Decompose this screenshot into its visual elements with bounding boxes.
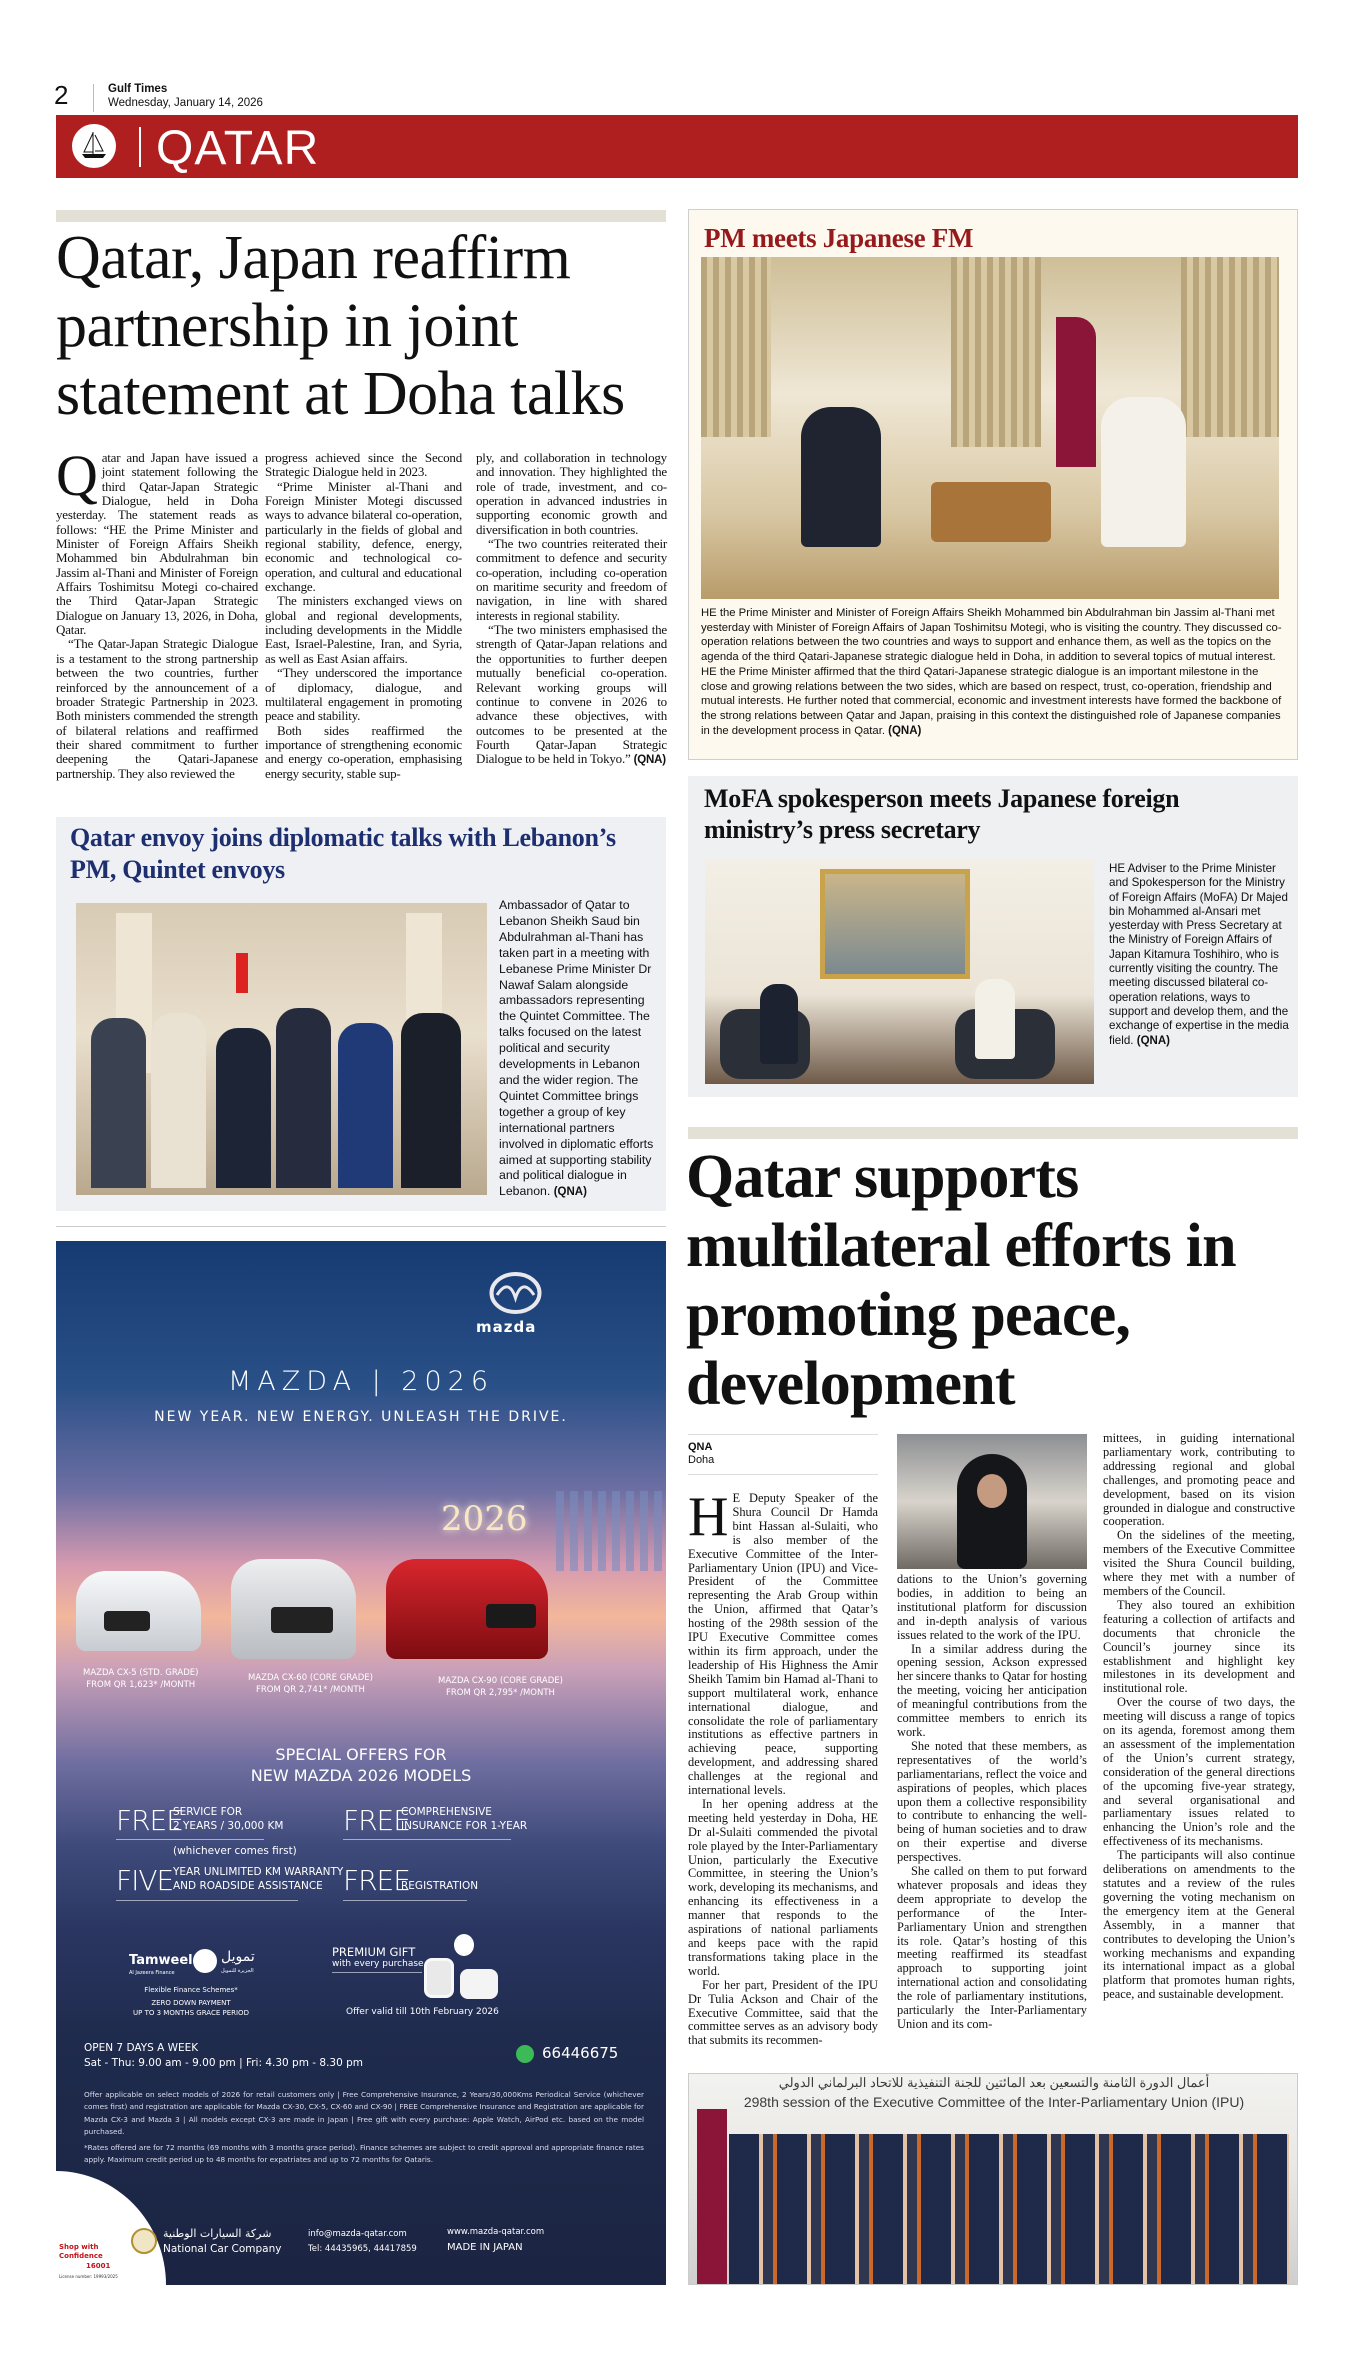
hotline: 16001 [86,2262,111,2270]
gift-title: PREMIUM GIFT [332,1945,416,1959]
paragraph: ply, and collaboration in technology and innovation. They highlighted the role of trade, investment, and co-operation in advanced industries in supporting economic growth and diversification in both countries. [476,450,667,537]
paragraph: “The Qatar-Japan Strategic Dialogue is a testament to the strong partnership between the two countries, further reinforced by the announcement of a broader Strategic Partnership in 2023. Both ministers commended the strength of bilateral relations and reaffirmed their shared commitment to further deepening the Qatari-Japanese partnership. They also reviewed the [56,636,258,781]
offer-text: YEAR UNLIMITED KM WARRANTY AND ROADSIDE ASSISTANCE [173,1866,344,1892]
box-title: Qatar envoy joins diplomatic talks with Lebanon’s PM, Quintet envoys [70,823,616,884]
made-in: MADE IN JAPAN [447,2242,523,2253]
dealer-name: National Car Company [163,2243,282,2255]
offer-text: REGISTRATION [401,1880,479,1892]
paragraph: progress achieved since the Second Strategic Dialogue held in 2023. [265,450,462,480]
al-sulaiti-photo [897,1434,1087,1569]
main-headline: Qatar, Japan reaffirm partnership in joint statement at Doha talks [56,224,625,428]
finance-terms: ZERO DOWN PAYMENT UP TO 3 MONTHS GRACE PERIOD [133,1999,249,2017]
qatar-flag [697,2109,727,2285]
byline-place: Doha [688,1454,715,1466]
hours: Sat - Thu: 9.00 am - 9.00 pm | Fri: 4.30 pm - 8.30 pm [84,2057,364,2069]
shop-with-confidence-corner [56,2171,166,2285]
offer-big: FREE [343,1804,410,1837]
paragraph: “The two countries reiterated their commitment to defence and security co-operation, including co-operation on maritime security and freedom of navigation, in line with shared interests in regional stability. [476,536,667,623]
drop-cap: Q [56,443,98,508]
paragraph: The participants will also continue deliberations on amendments to the statutes and a review of the rules governing the voting mechanism on the emergency item at the General Assembly, in a manner that contributes to developing the Union’s working mechanisms and expanding its international impact as a global platform that promotes human rights, peace, and sustainable development. [1103,1848,1295,2002]
ipu-column-2 [897,1573,1087,2032]
offer-big: FIVE [116,1864,174,1897]
paragraph: The ministers exchanged views on global and regional developments, including developments in the Middle East, Israel-Palestine, Iran, and Syria, as well as East Asian affairs. [265,593,462,666]
ipu-headline: Qatar supports multilateral efforts in promoting peace, development [686,1143,1236,1418]
paragraph: She noted that these members, as representatives of the world’s parliamentarians, reflect the voice and aspirations of peoples, which places upon them a collective responsibility to contribute to enhancing the well-being of human societies and to draw on their expertise and diverse perspectives. [897,1738,1087,1865]
email[interactable]: info@mazda-qatar.com [308,2229,407,2239]
paragraph: mittees, in guiding international parliamentary work, contributing to addressing regional and global challenges, and promoting peace and development, based on its vision grounded in dialogue and constructive cooperation. [1103,1431,1295,1529]
whatsapp-icon [516,2045,534,2063]
divider [688,1474,878,1475]
divider [139,127,141,167]
paragraph: On the sidelines of the meeting, members of the Executive Committee visited the Shura Council building, where they met with a number of members of the Council. [1103,1528,1295,1598]
offer-text: COMPREHENSIVE INSURANCE FOR 1-YEAR [401,1806,528,1832]
page-number: 2 [54,80,69,110]
offers-title: SPECIAL OFFERS FOR NEW MAZDA 2026 MODELS [250,1745,472,1785]
section-band [56,115,1298,178]
finance-arabic: تمويل [221,1949,255,1965]
photo-caption [499,898,659,1201]
mofa-box [688,776,1298,1097]
pm-meeting-photo [701,257,1279,599]
license: License number: 19993/2025 [59,2274,118,2279]
car-label-cx60: MAZDA CX-60 (CORE GRADE) FROM QR 2,741* /MONTH [248,1673,373,1695]
car-cx5 [76,1571,201,1651]
credit: (QNA) [633,754,666,767]
finance-name: Tamweel [129,1953,193,1968]
credit: (QNA) [1136,1034,1170,1047]
paragraph: E Deputy Speaker of the Shura Council Dr Hamda bint Hassan al-Sulaiti, who is also member of the Executive Committee of the Inter-Parliamentary Union (IPU) and Vice-President of the Committee representing the Arab Group within the Union, affirmed that Qatar’s hosting of the 298th session of the IPU Executive Committee comes within its firm approach, under the leadership of His Highness the Amir Sheikh Tamim bin Hamad al-Thani to support multilateral work, enhance international dialogue, and consolidate the role of parliamentary institutions as effective partners in achieving peace, supporting development, and addressing shared challenges at the regional and international levels. [688,1491,878,1798]
disclaimer-finance: *Rates offered are for 72 months (69 months with 3 months grace period). Finance schemes are subject to credit approval and appropriate finance rates apply. Maximum credit period up to 48 months for expatriates and up to 72 months for Qataris. [84,2143,644,2165]
car-label-cx90: MAZDA CX-90 (CORE GRADE) FROM QR 2,795* /MONTH [438,1676,563,1698]
ad-title: MAZDA | 2026 [227,1366,495,1397]
sky-year: 2026 [441,1499,528,1539]
telephone: Tel: 44435965, 44417859 [308,2244,417,2254]
brand-wordmark: mazda [476,1318,537,1336]
dhow-logo-icon [72,124,116,168]
ipu-column-3 [1103,1432,1295,2002]
mazda-advertisement[interactable] [56,1241,666,2285]
car-cx60 [231,1559,356,1659]
paragraph: In her opening address at the meeting held yesterday in Doha, HE Dr al-Sulaiti commended the pivotal role played by the Inter-Parliamentary Union, particularly the Executive Committee, in steering the Union’s work, developing its mechanisms, and enhancing its effectiveness in a manner that responds to the aspirations of national parliaments and keeps pace with the rapid transformations taking place in the world. [688,1796,878,1978]
section-rule [688,1127,1298,1139]
apple-logo-icon [454,1934,474,1956]
pm-meets-fm-box [688,209,1298,760]
national-car-company-logo-icon [131,2228,157,2254]
group-of-delegates [729,2134,1289,2285]
ad-tagline: NEW YEAR. NEW ENERGY. UNLEASH THE DRIVE. [154,1409,568,1425]
mazda-logo-icon [488,1271,543,1315]
airpods-icon [460,1969,498,1999]
caption-text: HE the Prime Minister and Minister of Foreign Affairs Sheikh Mohammed bin Abdulrahman bin Jassim al-Thani met yesterday with Minister of Foreign Affairs of Japan Toshimitsu Motegi, who is visiting the country. They discussed co-operation relations between the two countries and ways to support and enhance them, as well as the topics on the agenda of the third Qatari-Japanese strategic dialogue held in Doha, in addition to several topics of mutual interest. HE the Prime Minister affirmed that the third Qatari-Japanese strategic dialogue is an important milestone in the close and growing relations between the two sides, which are based on respect, trust, co-operation, friendship and mutual interests. He further noted that commercial, economic and investment interests have formed the backbone of the strong relations between Qatar and Japan, praising in this context the distinguished role of Japanese companies in the development process in Qatar. [701,607,1282,737]
drop-cap: H [688,1486,729,1548]
lebanon-meeting-photo [76,903,487,1195]
divider [93,84,94,112]
paragraph: “The two ministers emphasised the strength of Qatar-Japan relations and the opportunities to further deepen mutually beneficial co-operation. Relevant working groups will continue to convene in 2026 to advance these objectives, with outcomes to be presented at the Fourth Qatar-Japan Strategic Dialogue to be held in Tokyo.” [476,622,667,767]
shop-with-confidence: Shop with Confidence [59,2243,103,2260]
car-label-cx5: MAZDA CX-5 (STD. GRADE) FROM QR 1,623* /MONTH [83,1668,199,1690]
gift-sub: with every purchase [332,1959,424,1969]
offer-big: FREE [343,1864,410,1897]
offer-big: FREE [116,1804,183,1837]
section-rule [56,210,666,222]
caption-text: Ambassador of Qatar to Lebanon Sheikh Saud bin Abdulrahman al-Thani has taken part in a meeting with Lebanese Prime Minister Dr Nawaf Salam alongside ambassadors representing the Quintet Committee. The talks focused on the latest political and security developments in Lebanon and the wider region. The Quintet Committee brings together a group of key international partners involved in diplomatic efforts aimed at supporting stability and political dialogue in Lebanon. [499,898,654,1199]
car-cx90 [386,1559,548,1659]
section-title: QATAR [156,122,320,175]
main-article-column-1 [56,443,258,781]
paragraph: She called on them to put forward whatever proposals and ideas they deem appropriate to develop the performance of the Inter-Parliamentary Union and strengthen its role. Qatar’s hosting of this meeting reaffirmed its steadfast approach to supporting joint international action and consolidating the role of parliamentary institutions, particularly the Inter-Parliamentary Union and its com- [897,1864,1087,2031]
offer-text: SERVICE FOR 2 YEARS / 30,000 KM [173,1806,284,1832]
main-article-column-3 [476,451,667,768]
photo-banner: 298th session of the Executive Committee of the Inter-Parliamentary Union (IPU) [743,2094,1245,2110]
main-article-column-2 [265,451,462,781]
paragraph: atar and Japan have issued a joint statement following the third Qatar-Japan Strategic Dialogue, held in Doha yesterday. The statement reads as follows: “HE the Prime Minister and Minister of Foreign Affairs Sheikh Mohammed bin Abdulrahman bin Jassim al-Thani and Minister of Foreign Affairs Toshimitsu Motegi co-chaired the Third Qatar-Japan Strategic Dialogue on January 13, 2026, in Doha, Qatar. [56,450,258,638]
paper-name: Gulf Times [108,83,168,95]
paragraph: Over the course of two days, the meeting will discuss a range of topics on its agenda, foremost among them an assessment of the implementation of the Union’s current strategy, consideration of the general directions of the upcoming five-year strategy, and several organisational and parliamentary issues related to enhancing the Union’s role and the effectiveness of its mechanisms. [1103,1695,1295,1849]
dealer-arabic: شركة السيارات الوطنية [163,2227,272,2240]
lebanon-box [56,817,666,1211]
divider [688,1434,878,1435]
photo-caption [1109,862,1291,1048]
open-days: OPEN 7 DAYS A WEEK [84,2042,199,2054]
paragraph: They also toured an exhibition featuring a collection of artifacts and documents that chronicle the Council’s journey since its establishment and highlight key milestones in its development and institutional role. [1103,1597,1295,1696]
caption-text: HE Adviser to the Prime Minister and Spokesperson for the Ministry of Foreign Affairs (MoFA) Dr Majed bin Mohammed al-Ansari met yesterday with Press Secretary at the Ministry of Foreign Affairs of Japan Kitamura Toshihiro, who is currently visiting the country. The meeting discussed bilateral co-operation relations, ways to support and develop them, and the exchange of expertise in the media field. [1109,862,1289,1047]
divider [56,1226,666,1227]
box-title: PM meets Japanese FM [704,223,974,253]
tamweel-logo-icon [193,1949,217,1973]
credit: (QNA) [553,1186,587,1199]
box-title: MoFA spokesperson meets Japanese foreign ministry’s press secretary [704,784,1180,844]
website[interactable]: www.mazda-qatar.com [447,2227,545,2237]
ipu-group-photo [688,2073,1298,2285]
paragraph: In a similar address during the opening session, Ackson expressed her sincere thanks to Qatar for hosting the meeting, voicing her anticipation of meaningful contributions from the committee members to enrich its work. [897,1641,1087,1739]
mofa-meeting-photo [705,859,1094,1084]
issue-date: Wednesday, January 14, 2026 [108,97,263,109]
paragraph: dations to the Union’s governing bodies, in addition to being an institutional platform for discussion and in-depth analysis of various issues related to the work of the IPU. [897,1572,1087,1642]
paragraph: “Prime Minister al-Thani and Foreign Minister Motegi discussed ways to advance bilateral co-operation, particularly in the fields of global and regional stability, defence, energy, economic and technological co-operation, and cultural and educational exchange. [265,478,462,595]
whatsapp-number[interactable]: 66446675 [542,2044,619,2062]
city-skyline [556,1491,666,1571]
credit: (QNA) [888,724,922,737]
finance-schemes: Flexible Finance Schemes* [144,1986,238,1994]
paragraph: Both sides reaffirmed the importance of strengthening economic and energy co-operation, emphasising energy security, stable sup- [265,722,462,781]
paragraph: For her part, President of the IPU Dr Tulia Ackson and Chair of the Executive Committee, said that the committee serves as an advisory body that submits its recommen- [688,1977,878,2048]
finance-sub: Al Jazeera Finance [129,1970,175,1976]
offer-note: (whichever comes first) [173,1845,297,1857]
byline-agency: QNA [688,1441,713,1453]
offer-valid: Offer valid till 10th February 2026 [346,2007,499,2017]
photo-banner-arabic: أعمال الدورة الثامنة والتسعين بعد المائتين للجنة التنفيذية للاتحاد البرلماني الدولي [778,2075,1210,2090]
apple-watch-icon [424,1958,454,1998]
disclaimer: Offer applicable on select models of 2026 for retail customers only | Free Comprehensive Insurance, 2 Years/30,000Kms Periodical Service (whichever comes first) and registration are applicable for Mazda CX-30, CX-5, CX-60 and CX-90 | FREE Comprehensive Insurance and Registration are applicable for Mazda CX-3 and Mazda 3 | All models except CX-3 are made in Japan | Free gift with every purchase: Apple Watch, AirPod etc. based on the model purchased. [84,2090,644,2137]
finance-arabic-sub: الجزيرة للتمويل [221,1968,254,1974]
paragraph: “They underscored the importance of diplomacy, dialogue, and multilateral engagement in promoting peace and stability. [265,665,462,724]
ipu-column-1 [688,1486,878,2048]
photo-caption [701,606,1287,738]
